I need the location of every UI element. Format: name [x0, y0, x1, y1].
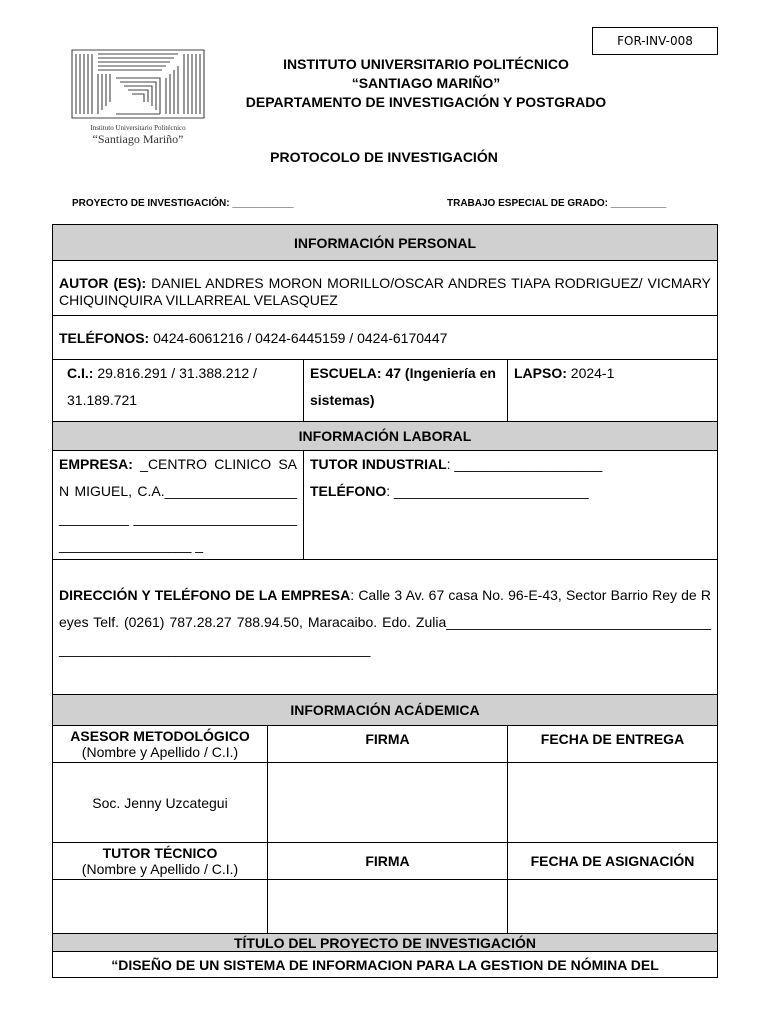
phones-field	[53, 316, 718, 360]
phones-label: TELÉFONOS:	[59, 329, 150, 346]
company-address-label: DIRECCIÓN Y TELÉFONO DE LA EMPRESA	[59, 587, 351, 603]
tech-signature-header: FIRMA	[268, 843, 508, 880]
logo-emblem-icon	[70, 48, 206, 124]
company-field	[53, 451, 304, 560]
logo-name-text: “Santiago Mariño”	[92, 132, 184, 146]
company-value: _CENTRO CLINICO SAN MIGUEL, C.A.__________________________ ______________________________________ _	[59, 456, 298, 553]
tech-signature-cell	[268, 880, 508, 934]
section-personal-info: INFORMACIÓN PERSONAL	[53, 225, 718, 261]
tutor-phone-value: : _________________________	[386, 483, 589, 499]
tutor-phone-label: TELÉFONO	[310, 483, 387, 499]
industrial-tutor-value: : ___________________	[446, 456, 603, 472]
tech-tutor-header	[53, 843, 268, 880]
signature-header: FIRMA	[268, 726, 508, 763]
company-address-value: : Calle 3 Av. 67 casa No. 96-E-43, Sector Barrio Rey de Reyes Telf. (0261) 787.28.27 788.94.50, Maracaibo. Edo. Zulia__________________________________________________________________________	[59, 587, 711, 657]
authors-field	[53, 261, 718, 316]
ci-field	[53, 360, 304, 422]
ci-value: 29.816.291 / 31.388.212 / 31.189.721	[67, 365, 257, 408]
header-department: DEPARTAMENTO DE INVESTIGACIÓN Y POSTGRADO	[245, 94, 607, 110]
industrial-tutor-field	[304, 451, 718, 560]
authors-value: DANIEL ANDRES MORON MORILLO/OSCAR ANDRES TIAPA RODRIGUEZ/ VICMARY CHIQUINQUIRA VILLARREAL VELASQUEZ	[59, 275, 712, 308]
phones-value: 0424-6061216 / 0424-6445159 / 0424-6170447	[153, 329, 448, 346]
lapse-value: 2024-1	[570, 365, 615, 381]
advisor-header-label: ASESOR METODOLÓGICO	[70, 728, 250, 744]
delivery-date-cell	[508, 763, 718, 843]
project-title-value: “DISEÑO DE UN SISTEMA DE INFORMACION PARA LA GESTION DE NÓMINA DEL	[53, 952, 718, 978]
school-field: ESCUELA: 47 (Ingeniería en sistemas)	[304, 360, 508, 422]
advisor-header	[53, 726, 268, 763]
tech-tutor-value-cell	[53, 880, 268, 934]
logo-institution-text: Instituto Universitario Politécnico	[90, 124, 186, 132]
delivery-date-header: FECHA DE ENTREGA	[508, 726, 718, 763]
lapse-field	[508, 360, 718, 422]
advisor-value: Soc. Jenny Uzcategui	[53, 763, 268, 843]
company-label: EMPRESA:	[59, 456, 133, 472]
header-institution: INSTITUTO UNIVERSITARIO POLITÉCNICO	[283, 56, 569, 72]
protocol-title: PROTOCOLO DE INVESTIGACIÓN	[270, 149, 498, 165]
company-address-field	[53, 560, 718, 695]
thesis-type-field: TRABAJO ESPECIAL DE GRADO: __________	[447, 198, 667, 209]
lapse-label: LAPSO:	[514, 365, 567, 381]
assignment-date-header: FECHA DE ASIGNACIÓN	[508, 843, 718, 880]
advisor-signature-cell	[268, 763, 508, 843]
authors-label: AUTOR (ES):	[59, 275, 147, 291]
industrial-tutor-label: TUTOR INDUSTRIAL	[310, 456, 447, 472]
tech-tutor-header-label: TUTOR TÉCNICO	[102, 845, 218, 861]
section-work-info: INFORMACIÓN LABORAL	[53, 422, 718, 451]
project-type-field: PROYECTO DE INVESTIGACIÓN: ___________	[72, 198, 294, 209]
section-academic-info: INFORMACIÓN ACÁDEMICA	[53, 695, 718, 726]
tech-tutor-header-sub: (Nombre y Apellido / C.I.)	[81, 861, 239, 877]
header-name: “SANTIAGO MARIÑO”	[351, 75, 501, 91]
section-project-title: TÍTULO DEL PROYECTO DE INVESTIGACIÓN	[53, 934, 718, 952]
protocol-form-table	[52, 224, 718, 978]
form-code: FOR-INV-008	[592, 27, 718, 55]
ci-label: C.I.:	[67, 365, 94, 381]
institution-logo	[70, 48, 206, 148]
advisor-header-sub: (Nombre y Apellido / C.I.)	[81, 744, 239, 760]
assignment-date-cell	[508, 880, 718, 934]
